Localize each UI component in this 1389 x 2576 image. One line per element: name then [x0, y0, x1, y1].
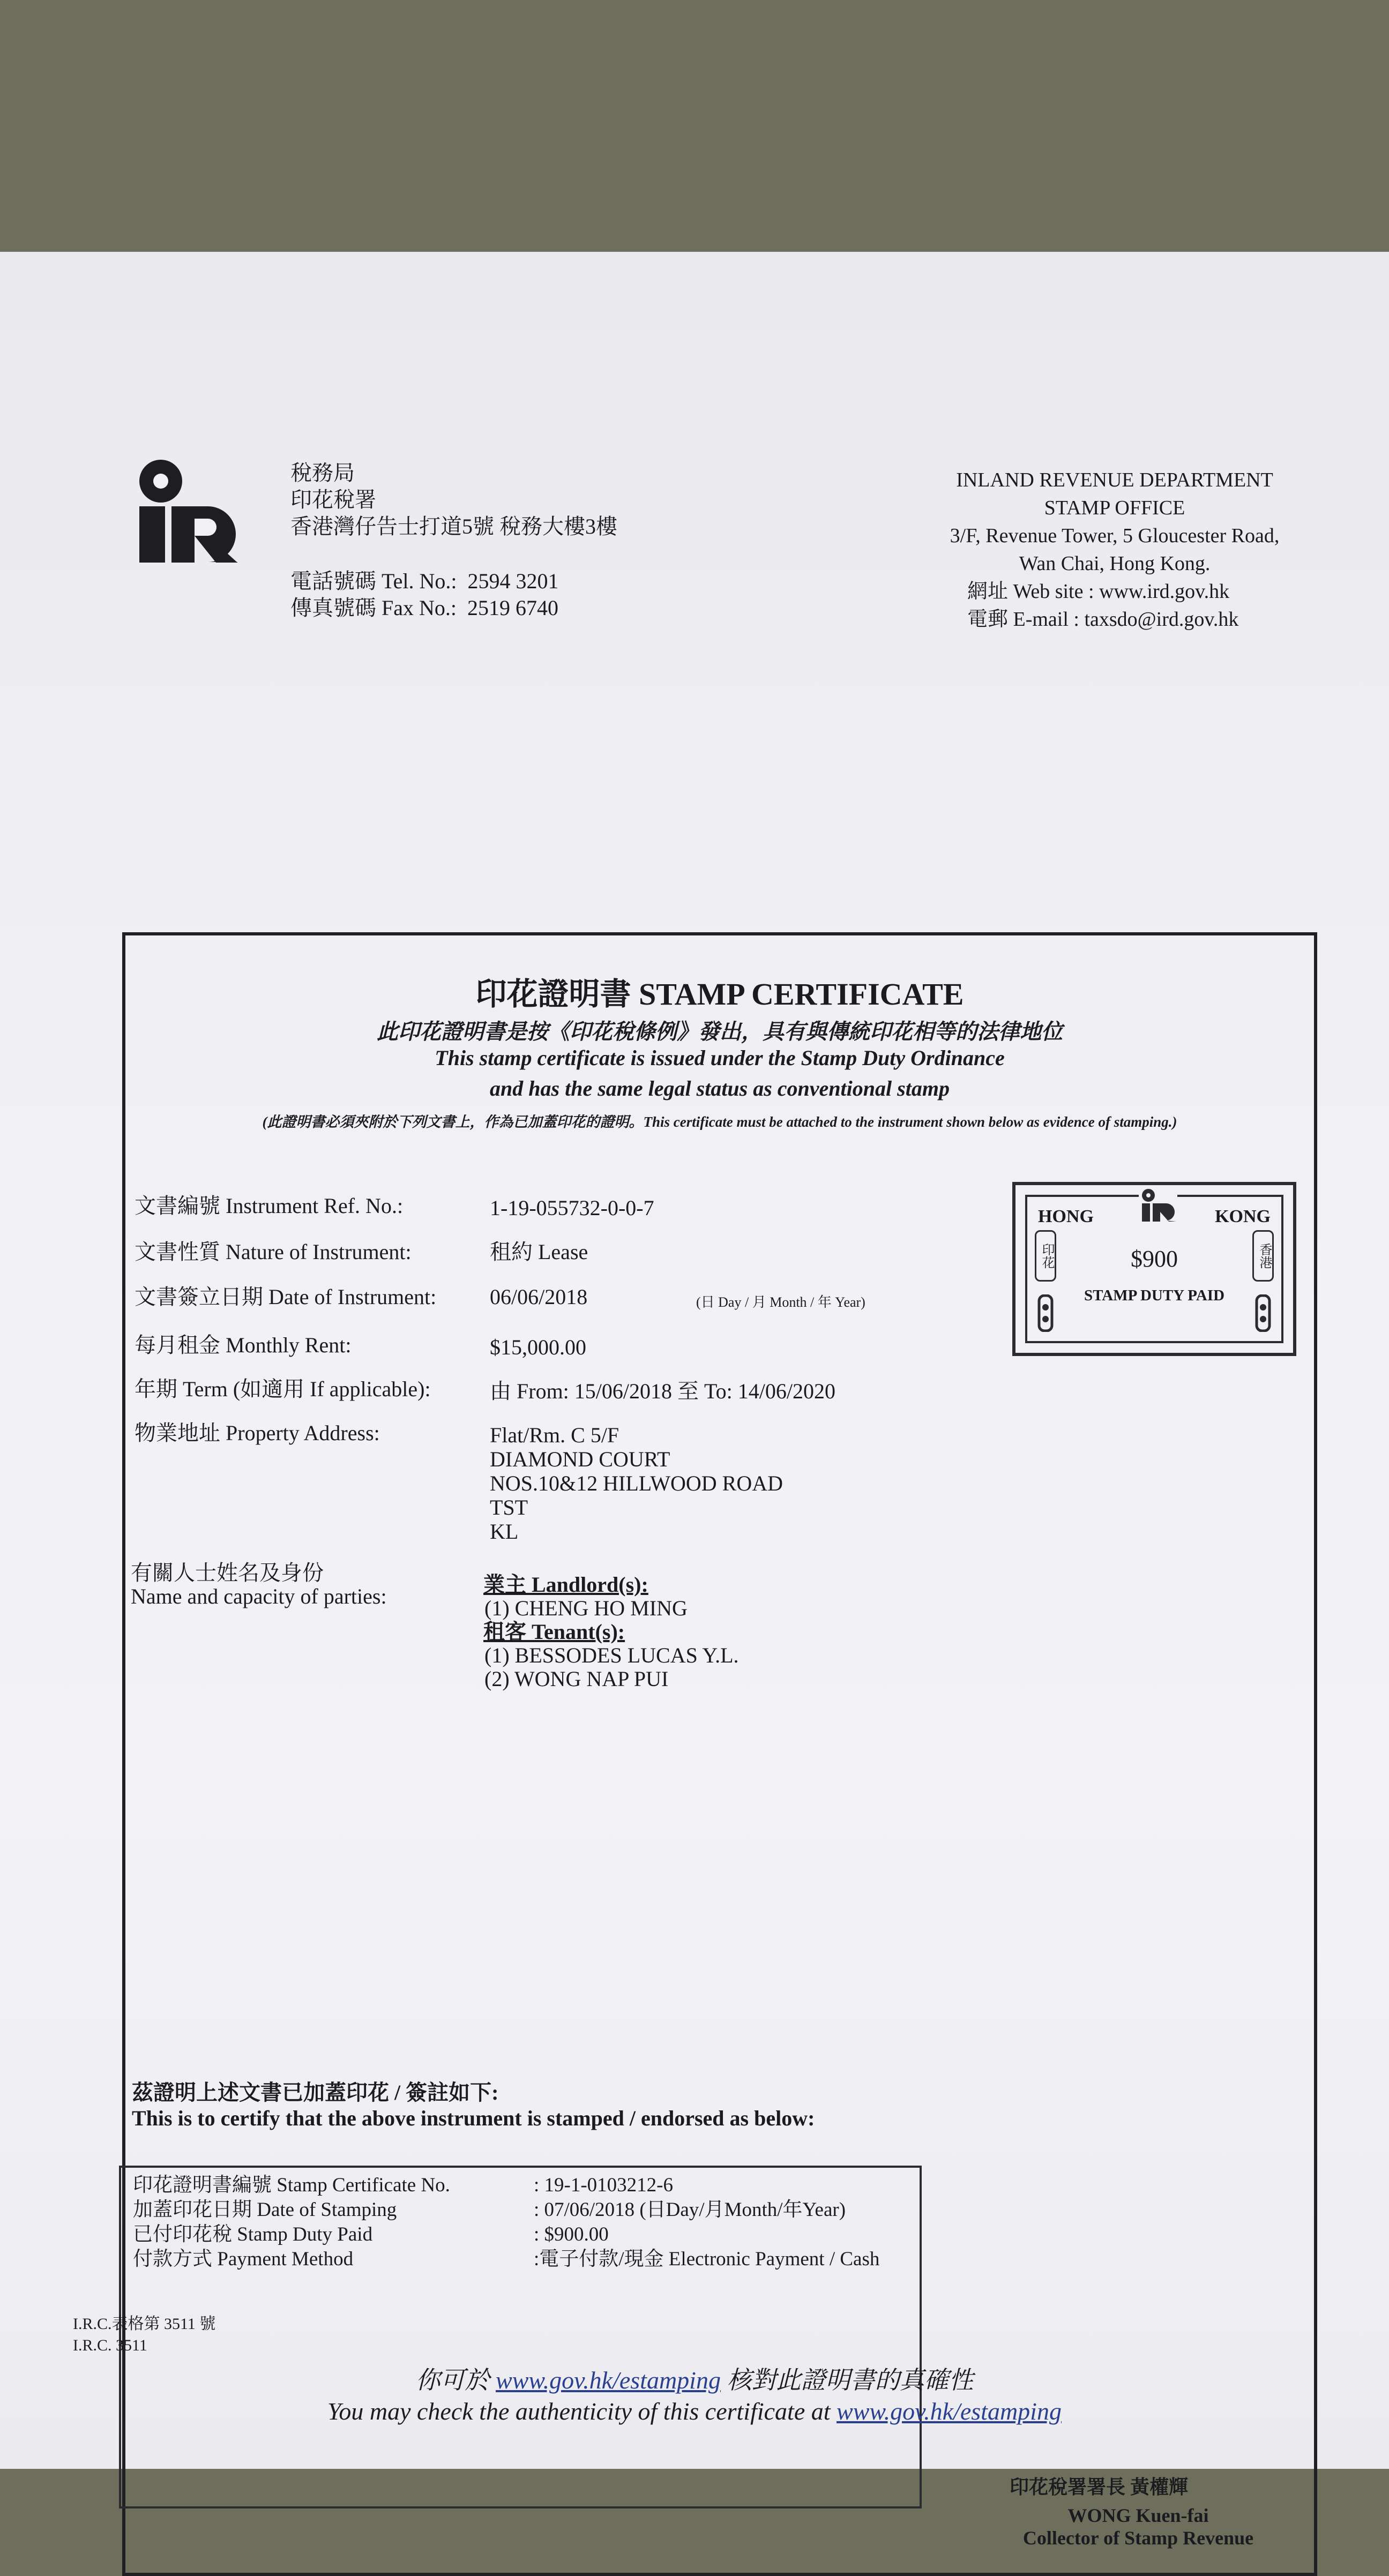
stamp-duty-paid: STAMP DUTY PAID — [1084, 1287, 1225, 1304]
header-contact — [290, 568, 559, 621]
ref-value: 1-19-055732-0-0-7 — [490, 1196, 654, 1220]
tenant-name: (1) BESSODES LUCAS Y.L. — [484, 1643, 739, 1667]
stamping-date-value: : 07/06/2018 (日Day/月Month/年Year) — [534, 2199, 846, 2221]
web-value: www.ird.gov.hk — [1099, 580, 1230, 603]
check-line-zh — [0, 2361, 1389, 2396]
fax-label: 傳真號碼 Fax No.: — [290, 596, 457, 620]
stamp-left-seal: 印花 — [1035, 1230, 1056, 1282]
stamp-right-seal: 香港 — [1252, 1230, 1274, 1282]
payment-method-value: :電子付款/現金 Electronic Payment / Cash — [534, 2248, 880, 2270]
header-zh-address — [290, 460, 617, 540]
check-zh-post: 核對此證明書的真確性 — [727, 2367, 974, 2394]
endorse-heading-zh: 茲證明上述文書已加蓋印花 / 簽註如下: — [132, 2080, 499, 2105]
certificate-title: 印花證明書 STAMP CERTIFICATE — [475, 977, 964, 1012]
address-line: TST — [490, 1495, 528, 1519]
office-en: STAMP OFFICE — [1044, 497, 1185, 519]
parties — [483, 1573, 739, 1691]
tel-label: 電話號碼 Tel. No.: — [290, 569, 457, 593]
tenant-name: (2) WONG NAP PUI — [484, 1667, 669, 1691]
stamp-ornament-icon — [1034, 1294, 1057, 1332]
stamping-date-label: 加蓋印花日期 Date of Stamping — [133, 2199, 397, 2221]
date-format: (日 Day / 月 Month / 年 Year) — [696, 1294, 865, 1310]
signature-name: WONG Kuen-fai — [1067, 2505, 1209, 2526]
stamp-cert-no-value: : 19-1-0103212-6 — [534, 2174, 673, 2196]
signature-zh: 印花稅署署長 黃權輝 — [1010, 2476, 1189, 2498]
form-number-en: I.R.C. 3511 — [73, 2337, 147, 2354]
estamping-link-zh[interactable]: www.gov.hk/estamping — [496, 2367, 721, 2394]
address-label: 物業地址 Property Address: — [135, 1421, 380, 1445]
certificate-box — [122, 932, 1317, 2576]
ird-logo — [128, 455, 243, 565]
signature-block — [1004, 2504, 1272, 2549]
parties-label — [131, 1561, 387, 1608]
endorse-box — [119, 2166, 922, 2508]
term-label: 年期 Term (如適用 If applicable): — [135, 1377, 431, 1401]
rent-label: 每月租金 Monthly Rent: — [135, 1333, 352, 1357]
header-en-address — [932, 466, 1297, 578]
duty-paid-label: 已付印花稅 Stamp Duty Paid — [133, 2223, 373, 2245]
address-en-1: 3/F, Revenue Tower, 5 Gloucester Road, — [950, 525, 1280, 547]
endorse-values — [534, 2173, 879, 2272]
office-zh: 印花稅署 — [290, 488, 376, 512]
header-web-email — [967, 578, 1238, 633]
property-address — [490, 1423, 783, 1544]
rent-value: $15,000.00 — [490, 1335, 586, 1359]
check-zh-pre: 你可於 — [415, 2367, 490, 2394]
form-number — [73, 2313, 215, 2356]
email-label: 電郵 E-mail : — [967, 608, 1079, 631]
tel-value: 2594 3201 — [467, 569, 559, 593]
address-zh: 香港灣仔告士打道5號 稅務大樓3樓 — [290, 514, 617, 538]
ref-label: 文書編號 Instrument Ref. No.: — [135, 1194, 404, 1218]
certificate-subtitle-zh: 此印花證明書是按《印花稅條例》發出，具有與傳統印花相等的法律地位 — [377, 1020, 1063, 1044]
certificate-subtitle-en-1: This stamp certificate is issued under the Stamp Duty Ordinance — [435, 1046, 1005, 1070]
address-line: NOS.10&12 HILLWOOD ROAD — [490, 1471, 783, 1495]
email-value: taxsdo@ird.gov.hk — [1084, 608, 1239, 631]
check-line-en — [0, 2397, 1389, 2425]
certificate-note: (此證明書必須夾附於下列文書上，作為已加蓋印花的證明。This certificate must be attached to the instrument shown below as evidence of stamping.) — [262, 1114, 1177, 1130]
fax-value: 2519 6740 — [467, 596, 558, 620]
address-line: DIAMOND COURT — [490, 1447, 670, 1471]
landlord-name: (1) CHENG HO MING — [484, 1596, 688, 1620]
stamp-kong: KONG — [1215, 1207, 1271, 1226]
certificate-subtitle-en-2: and has the same legal status as conventional stamp — [490, 1076, 950, 1100]
check-en-pre: You may check the authenticity of this certificate at — [327, 2398, 831, 2425]
duty-paid-value: : $900.00 — [534, 2223, 609, 2245]
date-value: 06/06/2018 — [490, 1285, 588, 1309]
form-number-zh: I.R.C.表格第 3511 號 — [73, 2315, 216, 2333]
stamp-inner-frame — [1025, 1195, 1283, 1343]
parties-label-zh: 有關人士姓名及身份 — [131, 1561, 324, 1585]
address-line: KL — [490, 1519, 519, 1544]
stamp-ird-logo — [1139, 1187, 1177, 1223]
endorse-box-wrap — [119, 2166, 922, 2508]
nature-value: 租約 Lease — [490, 1240, 588, 1264]
document-paper — [0, 252, 1389, 2549]
term-value: 由 From: 15/06/2018 至 To: 14/06/2020 — [490, 1379, 835, 1403]
nature-label: 文書性質 Nature of Instrument: — [135, 1240, 412, 1264]
stamp-cert-no-label: 印花證明書編號 Stamp Certificate No. — [133, 2174, 450, 2196]
stamp-duty-seal — [1012, 1182, 1296, 1356]
stamp-ornament-icon — [1251, 1294, 1275, 1332]
dept-en: INLAND REVENUE DEPARTMENT — [956, 469, 1273, 491]
payment-method-label: 付款方式 Payment Method — [133, 2248, 354, 2270]
tenant-heading: 租客 Tenant(s): — [483, 1620, 625, 1644]
estamping-link-en[interactable]: www.gov.hk/estamping — [837, 2398, 1062, 2425]
signature-title: Collector of Stamp Revenue — [1022, 2527, 1254, 2549]
endorse-heading-en: This is to certify that the above instrument is stamped / endorsed as below: — [132, 2106, 815, 2130]
address-en-2: Wan Chai, Hong Kong. — [1019, 552, 1211, 575]
stamp-amount: $900 — [1131, 1246, 1178, 1272]
dept-zh: 稅務局 — [290, 461, 355, 485]
parties-label-en: Name and capacity of parties: — [131, 1584, 387, 1608]
endorse-labels — [133, 2173, 450, 2272]
stamp-hong: HONG — [1038, 1207, 1094, 1226]
landlord-heading: 業主 Landlord(s): — [483, 1572, 648, 1597]
date-label: 文書簽立日期 Date of Instrument: — [135, 1285, 437, 1309]
web-label: 網址 Web site : — [967, 580, 1094, 603]
address-line: Flat/Rm. C 5/F — [490, 1423, 619, 1447]
